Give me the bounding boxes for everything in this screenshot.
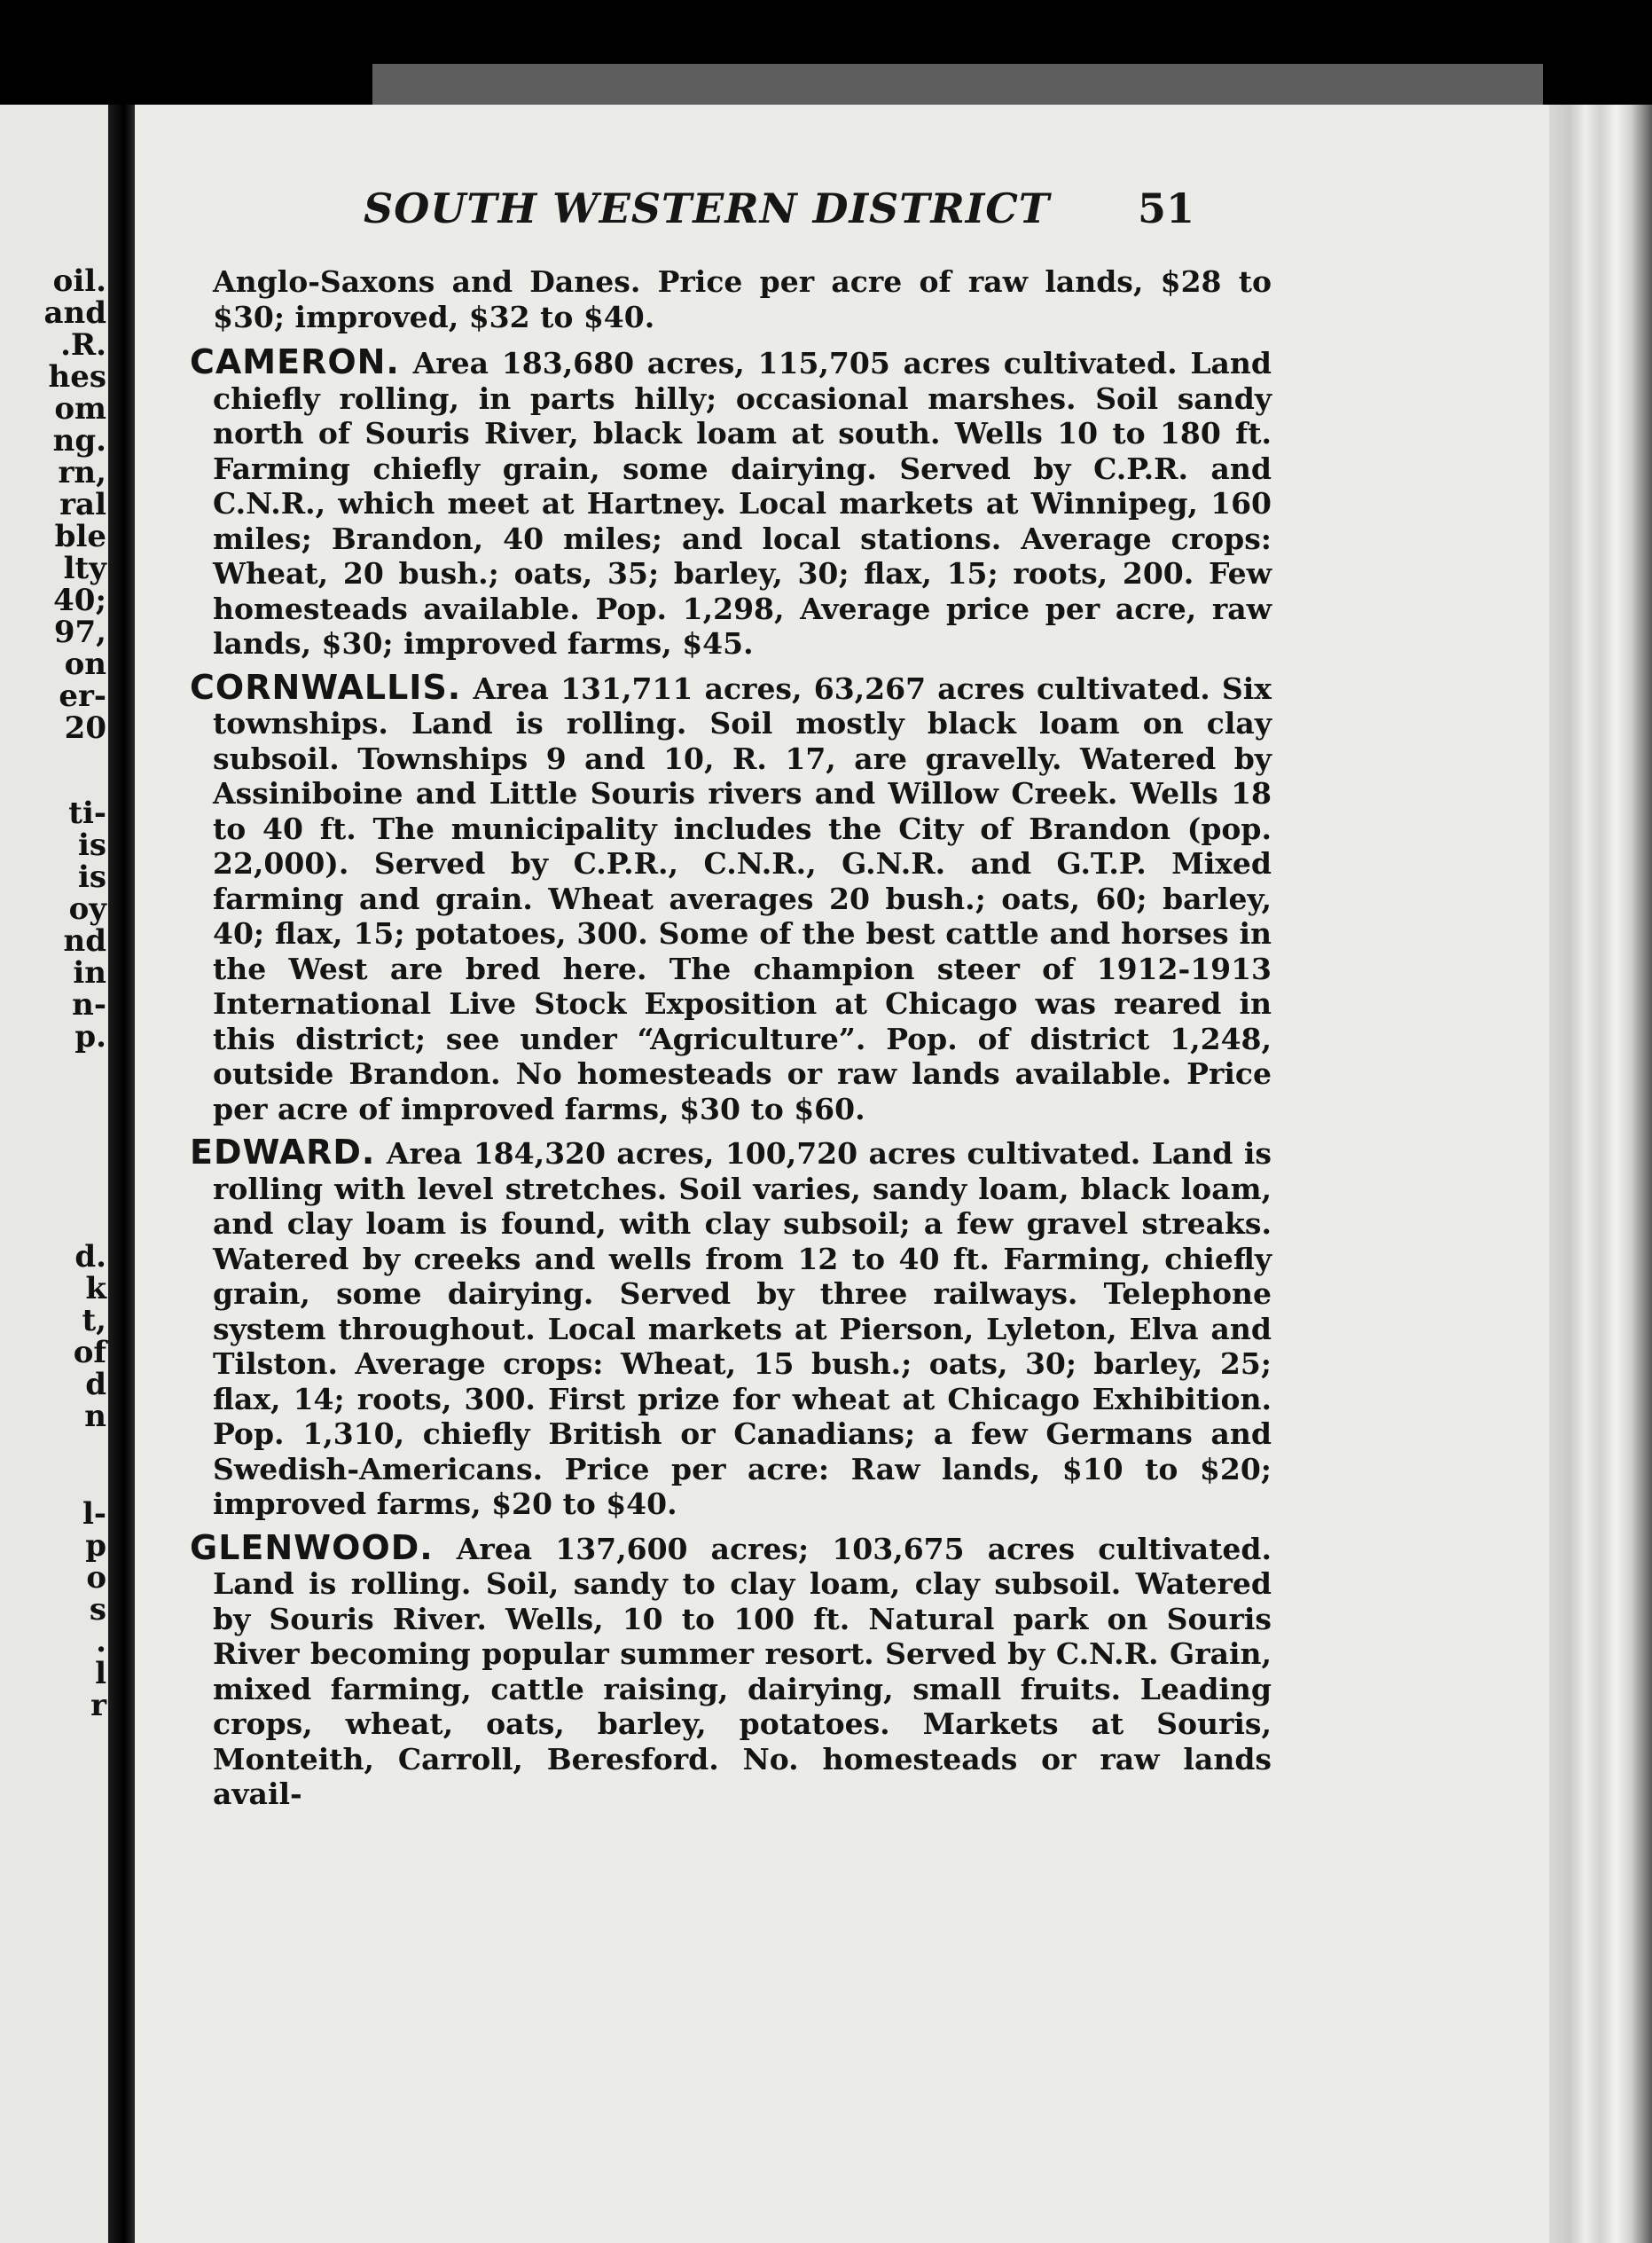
facing-text-fragment: l- [82, 1496, 106, 1532]
facing-text-fragment: 40; [53, 583, 106, 618]
facing-text-fragment: ble [54, 519, 106, 554]
facing-text-fragment: is [77, 859, 106, 895]
facing-text-fragment: l [95, 1656, 106, 1691]
facing-text-fragment: ral [59, 487, 106, 522]
facing-text-fragment: d. [74, 1239, 106, 1274]
facing-text-fragment: 20 [64, 710, 106, 746]
facing-text-fragment: 97, [53, 615, 106, 650]
entry-cameron [190, 342, 1272, 662]
facing-text-fragment: oy [68, 891, 106, 927]
entry-text: Area 131,711 acres, 63,267 acres cultivated. Six townships. Land is rolling. Soil mostly black loam on clay subsoil. Townships 9 and 10, R. 17, are gravelly. Watered by Assiniboine and Little Souris rivers and Willow Creek. Wells 18 to 40 ft. The municipality includes the City of Brandon (pop. 22,000). Served by C.P.R., C.N.R., G.N.R. and G.T.P. Mixed farming and grain. Wheat averages 20 bush.; oats, 60; barley, 40; flax, 15; potatoes, 300. Some of the best cattle and horses in the West are bred here. The champion steer of 1912-1913 International Live Stock Exposition at Chicago was reared in this district; see under “Agriculture”. Pop. of district 1,248, outside Brandon. No homesteads or raw lands available. Price per acre of improved farms, $30 to $60. [213, 671, 1272, 1126]
facing-text-fragment: o [86, 1560, 106, 1596]
facing-text-fragment: is [77, 827, 106, 863]
facing-text-fragment: k [85, 1271, 106, 1306]
entry-name: CAMERON. [190, 342, 400, 381]
facing-text-fragment: om [54, 391, 106, 427]
entry-glenwood [190, 1527, 1272, 1812]
facing-text-fragment: .R. [60, 327, 106, 363]
facing-text-fragment: n [84, 1399, 106, 1434]
facing-text-fragment: p [85, 1528, 106, 1564]
entry-edward [190, 1135, 1272, 1522]
facing-text-fragment: ti- [68, 796, 106, 831]
running-header-title: SOUTH WESTERN DISTRICT [364, 184, 1051, 232]
facing-text-fragment: r [90, 1688, 106, 1723]
facing-text-fragment: ng. [52, 423, 106, 459]
book-gutter [108, 105, 135, 2243]
facing-text-fragment: hes [48, 359, 106, 395]
entry-text: Anglo-Saxons and Danes. Price per acre of raw lands, $28 to $30; improved, $32 to $40. [213, 264, 1272, 334]
entry-text: Area 183,680 acres, 115,705 acres cultivated. Land chiefly rolling, in parts hilly; occasional marshes. Soil sandy north of Souris River, black loam at south. Wells 10 to 180 ft. Farming chiefly grain, some dairying. Served by C.P.R. and C.N.R., which meet at Hartney. Local markets at Winnipeg, 160 miles; Brandon, 40 miles; and local stations. Average crops: Wheat, 20 bush.; oats, 35; barley, 30; flax, 15; roots, 200. Few homesteads available. Pop. 1,298, Average price per acre, raw lands, $30; improved farms, $45. [213, 346, 1272, 661]
facing-text-fragment: of [73, 1335, 106, 1370]
facing-text-fragment: nd [63, 923, 106, 959]
facing-text-fragment: p. [74, 1019, 106, 1055]
facing-text-fragment: n- [72, 987, 106, 1023]
entry-name: GLENWOOD. [190, 1527, 434, 1567]
facing-text-fragment: rn, [58, 455, 106, 490]
facing-text-fragment: in [73, 955, 106, 991]
page-body [190, 264, 1272, 1821]
entry-name: CORNWALLIS. [190, 667, 462, 707]
facing-page-strip [0, 105, 108, 2243]
entry-cornwallis [190, 667, 1272, 1127]
entry-name: EDWARD. [190, 1133, 376, 1172]
facing-text-fragment: and [43, 295, 106, 331]
facing-text-fragment: . [96, 1624, 106, 1659]
entry-continuation [190, 264, 1272, 334]
facing-text-fragment: t, [82, 1303, 106, 1338]
facing-text-fragment: on [64, 647, 106, 682]
entry-text: Area 184,320 acres, 100,720 acres cultivated. Land is rolling with level stretches. Soil varies, sandy loam, black loam, and clay loam is found, with clay subsoil; a few gravel streaks. Watered by creeks and wells from 12 to 40 ft. Farming, chiefly grain, some dairying. Served by three railways. Telephone system throughout. Local markets at Pierson, Lyleton, Elva and Tilston. Average crops: Wheat, 15 bush.; oats, 30; barley, 25; flax, 14; roots, 300. First prize for wheat at Chicago Exhibition. Pop. 1,310, chiefly British or Canadians; a few Germans and Swedish-Americans. Price per acre: Raw lands, $10 to $20; improved farms, $20 to $40. [213, 1136, 1272, 1521]
facing-text-fragment: lty [63, 551, 106, 586]
page-edges [1549, 105, 1652, 2243]
facing-text-fragment: er- [59, 678, 106, 714]
facing-text-fragment: d [85, 1367, 106, 1402]
facing-text-fragment: s [89, 1592, 106, 1627]
page-number: 51 [1138, 184, 1195, 232]
entry-text: Area 137,600 acres; 103,675 acres cultivated. Land is rolling. Soil, sandy to clay loam, clay subsoil. Watered by Souris River. Wells, 10 to 100 ft. Natural park on Souris River becoming popular summer resort. Served by C.N.R. Grain, mixed farming, cattle raising, dairying, small fruits. Leading crops, wheat, oats, barley, potatoes. Markets at Souris, Monteith, Carroll, Beresford. No. homesteads or raw lands avail- [213, 1531, 1272, 1811]
facing-text-fragment: oil. [52, 263, 106, 299]
